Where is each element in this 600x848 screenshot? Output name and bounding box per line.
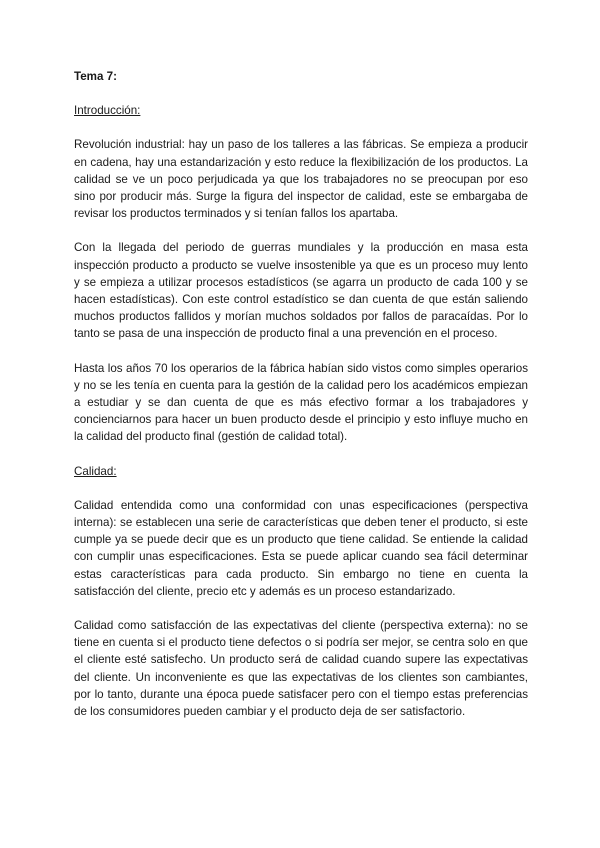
section-heading-calidad: Calidad: xyxy=(74,464,117,478)
section-calidad xyxy=(74,463,528,721)
section-heading-introduccion: Introducción: xyxy=(74,104,141,118)
document-page xyxy=(74,68,528,737)
paragraph: Hasta los años 70 los operarios de la fábrica habían sido vistos como simples operarios y no se les tenía en cuenta para la gestión de la calidad pero los académicos empiezan a estudiar y se dan cuenta de que es más efectivo formar a los trabajadores y concienciarnos para hacer un buen producto desde el principio y esto influye mucho en la calidad del producto final (gestión de calidad total). xyxy=(74,361,528,444)
document-title: Tema 7: xyxy=(74,70,117,83)
section-introduccion xyxy=(74,102,528,445)
paragraph: Con la llegada del periodo de guerras mundiales y la producción en masa esta inspección producto a producto se vuelve insostenible ya que es un proceso muy lento y se empieza a utilizar procesos estadísticos (se agarra un producto de cada 100 y se hacen estadísticas). Con este control estadístico se dan cuenta de que están saliendo muchos productos fallidos y morían muchos soldados por fallos de paracaídas. Por lo tanto se pasa de una inspección de producto final a una prevención en el proceso. xyxy=(74,241,528,341)
paragraph: Revolución industrial: hay un paso de los talleres a las fábricas. Se empieza a producir en cadena, hay una estandarización y esto reduce la flexibilización de los productos. La calidad se ve un poco perjudicada ya que los trabajadores no se preocupan por eso sino por producir más. Surge la figura del inspector de calidad, este se embargaba de revisar los productos terminados y si tenían fallos los apartaba. xyxy=(74,138,528,221)
paragraph: Calidad como satisfacción de las expectativas del cliente (perspectiva externa): no se tiene en cuenta si el producto tiene defectos o si podría ser mejor, se centra solo en que el cliente esté satisfecho. Un producto será de calidad cuando supere las expectativas del cliente. Un inconveniente es que las expectativas de los clientes son cambiantes, por lo tanto, durante una época puede satisfacer pero con el tiempo estas preferencias de los consumidores pueden cambiar y el producto deja de ser satisfactorio. xyxy=(74,619,528,719)
paragraph: Calidad entendida como una conformidad con unas especificaciones (perspectiva interna): se establecen una serie de características que deben tener el producto, si este cumple ya se puede decir que es un producto que tiene calidad. Se entiende la calidad con cumplir unas especificaciones. Esta se puede aplicar cuando sea fácil determinar estas características para cada producto. Sin embargo no tiene en cuenta la satisfacción del cliente, precio etc y además es un proceso estandarizado. xyxy=(74,498,528,598)
